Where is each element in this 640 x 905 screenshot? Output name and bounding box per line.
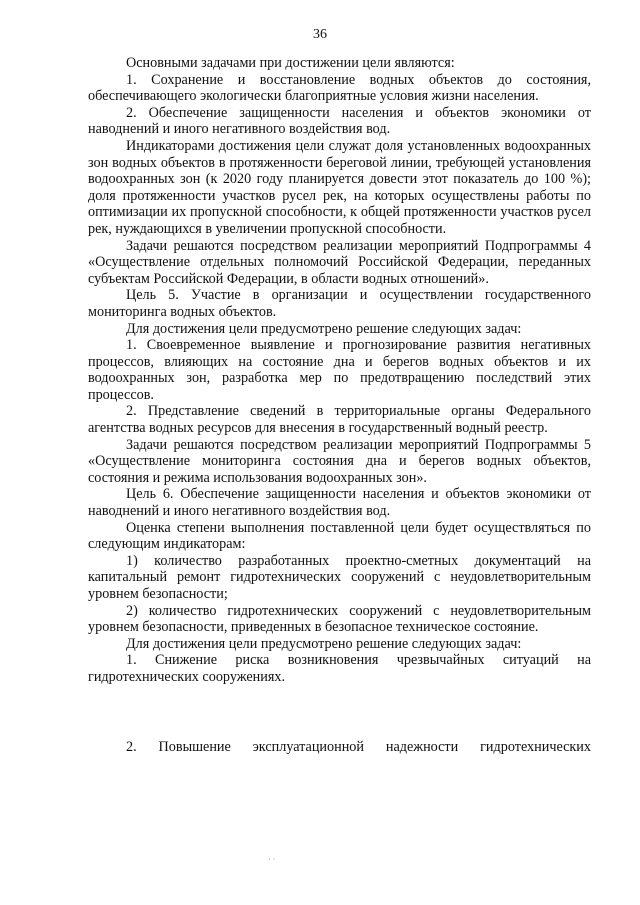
paragraph: 1. Сохранение и восстановление водных объектов до состояния, обеспечивающего экологически благоприятные условия жизни населения. bbox=[88, 71, 591, 105]
page-number: 36 bbox=[313, 27, 327, 42]
paragraph: 1) количество разработанных проектно-сметных документаций на капитальный ремонт гидротехнических сооружений с неудовлетворительным уровнем безопасности; bbox=[88, 552, 591, 602]
paragraph: Задачи решаются посредством реализации мероприятий Подпрограммы 5 «Осуществление мониторинга состояния дна и берегов водных объектов, состояния и режима использования водоохранных зон». bbox=[88, 436, 591, 486]
paragraph: Цель 6. Обеспечение защищенности населения и объектов экономики от наводнений и иного негативного воздействия вод. bbox=[88, 486, 591, 520]
paragraph: Задачи решаются посредством реализации мероприятий Подпрограммы 4 «Осуществление отдельных полномочий Российской Федерации, переданных субъектам Российской Федерации, в области водных отношений». bbox=[88, 237, 591, 287]
paragraph: Цель 5. Участие в организации и осуществлении государственного мониторинга водных объектов. bbox=[88, 287, 591, 320]
blank-space bbox=[88, 686, 591, 739]
paragraph: 2. Обеспечение защищенности населения и объектов экономики от наводнений и иного негативного воздействия вод. bbox=[88, 104, 591, 138]
paragraph: Оценка степени выполнения поставленной цели будет осуществляться по следующим индикаторам: bbox=[88, 519, 591, 553]
paragraph: 2) количество гидротехнических сооружений с неудовлетворительным уровнем безопасности, приведенных в безопасное техническое состояние. bbox=[88, 602, 591, 636]
paragraph: Основными задачами при достижении цели являются: bbox=[126, 55, 455, 71]
paragraph: Для достижения цели предусмотрено решение следующих задач: bbox=[126, 320, 522, 337]
paragraph: 2. Представление сведений в территориальные органы Федерального агентства водных ресурсов для внесения в государственный водный реестр. bbox=[88, 403, 591, 437]
paragraph: 1. Снижение риска возникновения чрезвычайных ситуаций на гидротехнических сооружениях. bbox=[88, 652, 591, 685]
document-body bbox=[88, 55, 591, 755]
scan-speck: · · bbox=[268, 855, 276, 864]
paragraph: Для достижения цели предусмотрено решение следующих задач: bbox=[126, 635, 522, 652]
paragraph: Индикаторами достижения цели служат доля установленных водоохранных зон водных объектов в протяженности береговой линии, требующей установления водоохранных зон (к 2020 году планируется довести этот показатель до 100 %); доля протяженности участков русел рек, на которых осуществлены работы по оптимизации их пропускной способности, к общей протяженности участков русел рек, нуждающихся в увеличении пропускной способности. bbox=[88, 137, 591, 237]
trailing-paragraph-line: 2. Повышение эксплуатационной надежности гидротехнических bbox=[126, 738, 591, 755]
paragraph: 1. Своевременное выявление и прогнозирование развития негативных процессов, влияющих на состояние дна и берегов водных объектов и их водоохранных зон, разработка мер по предотвращению последствий этих процессов. bbox=[88, 337, 591, 403]
